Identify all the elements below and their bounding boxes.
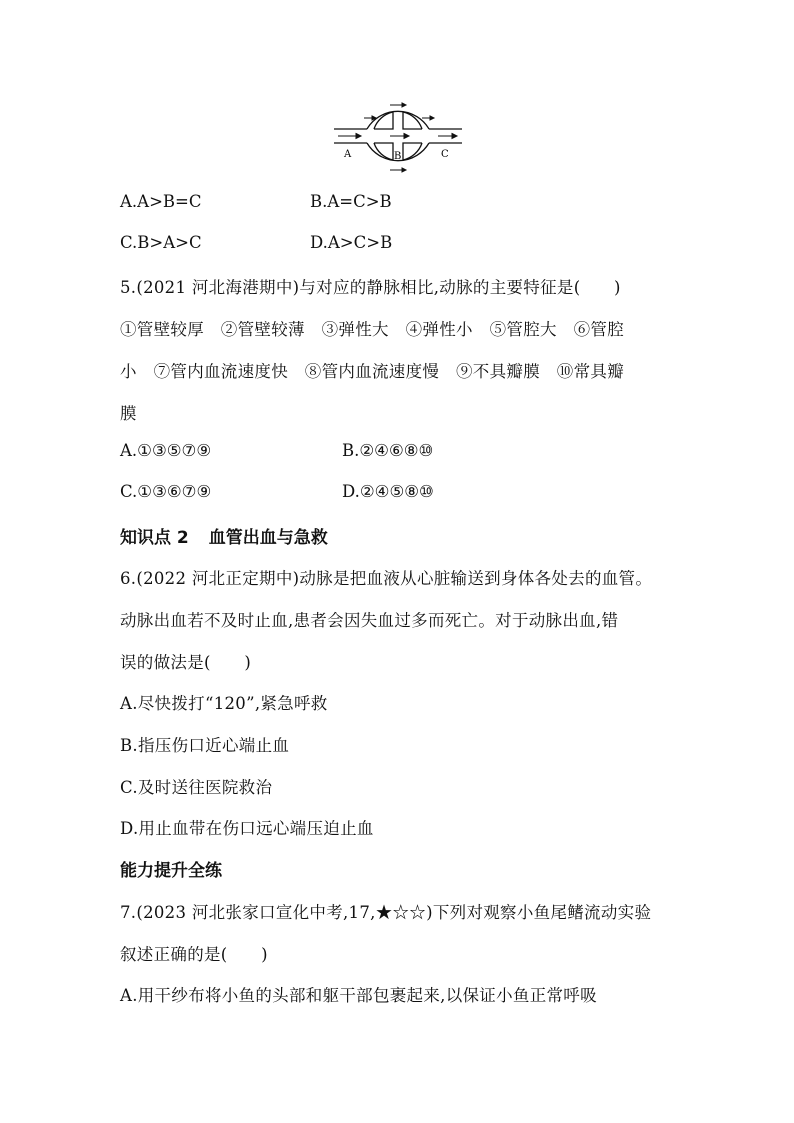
q5-option-b: B.②④⑥⑧⑩ — [342, 441, 434, 460]
q4-option-d: D.A>C>B — [310, 233, 393, 252]
q4-option-c: C.B>A>C — [120, 233, 202, 252]
q6-stem-line2: 动脉出血若不及时止血,患者会因失血过多而死亡。对于动脉出血,错 — [120, 611, 619, 630]
q7-stem-line1: 7.(2023 河北张家口宣化中考,17,★☆☆)下列对观察小鱼尾鳍流动实验 — [120, 903, 652, 922]
q6-option-a: A.尽快拨打“120”,紧急呼救 — [120, 694, 328, 713]
q6-stem-line3: 误的做法是( ) — [120, 653, 252, 672]
blood-vessel-diagram — [330, 92, 466, 182]
section-heading-2 — [120, 523, 328, 548]
q6-stem-line1: 6.(2022 河北正定期中)动脉是把血液从心脏输送到身体各处去的血管。 — [120, 569, 653, 588]
q7-option-a: A.用干纱布将小鱼的头部和躯干部包裹起来,以保证小鱼正常呼吸 — [120, 986, 597, 1005]
q5-choices-line2: 小 ⑦管内血流速度快 ⑧管内血流速度慢 ⑨不具瓣膜 ⑩常具瓣 — [120, 362, 624, 381]
q5-stem: 5.(2021 河北海港期中)与对应的静脉相比,动脉的主要特征是( ) — [120, 278, 621, 297]
q4-option-b: B.A=C>B — [310, 192, 392, 211]
q6-option-d: D.用止血带在伤口远心端压迫止血 — [120, 819, 374, 838]
label-a: A — [344, 149, 352, 160]
q4-option-a: A.A>B=C — [120, 192, 202, 211]
q7-stem-line2: 叙述正确的是( ) — [120, 945, 268, 964]
q5-option-a: A.①③⑤⑦⑨ — [120, 441, 212, 460]
q5-choices-line1: ①管壁较厚 ②管壁较薄 ③弹性大 ④弹性小 ⑤管腔大 ⑥管腔 — [120, 320, 624, 339]
section-title: 血管出血与急救 — [208, 528, 328, 548]
q5-choices-line3: 膜 — [120, 404, 137, 423]
q6-option-b: B.指压伤口近心端止血 — [120, 736, 290, 755]
label-c: C — [441, 149, 449, 160]
q5-option-d: D.②④⑤⑧⑩ — [342, 482, 434, 501]
label-b: B — [394, 151, 402, 162]
q6-option-c: C.及时送往医院救治 — [120, 778, 273, 797]
q5-option-c: C.①③⑥⑦⑨ — [120, 482, 212, 501]
section-heading-3: 能力提升全练 — [120, 861, 222, 881]
section-label: 知识点 2 — [120, 528, 189, 548]
